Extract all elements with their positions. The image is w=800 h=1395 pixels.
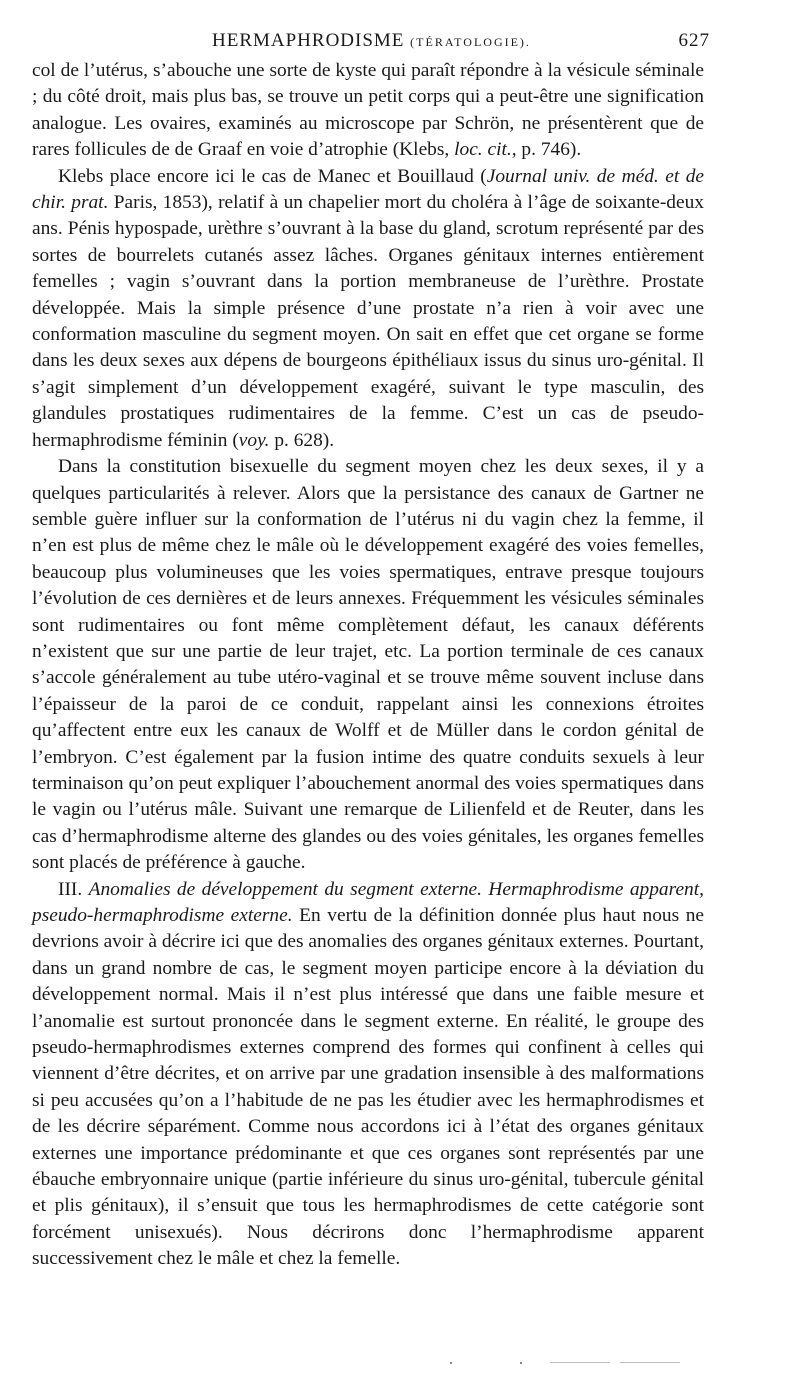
paragraph-4 xyxy=(32,877,704,1273)
paragraph-2-journal-italic: Journal univ. de méd. et de chir. prat. xyxy=(32,165,704,214)
header-subtitle: (TÉRATOLOGIE). xyxy=(410,35,531,49)
body-text xyxy=(32,58,704,1273)
paragraph-2-text-3: p. 628). xyxy=(269,429,335,451)
paragraph-1-text-2: , p. 746). xyxy=(511,139,582,161)
print-mark xyxy=(450,1362,452,1364)
header-title: HERMAPHRODISME xyxy=(212,30,405,51)
section-number: III. xyxy=(58,878,89,900)
running-title xyxy=(212,30,531,52)
paragraph-2-voy-italic: voy. xyxy=(238,429,270,451)
section-heading: Anomalies de développement du segment externe. Hermaphrodisme apparent, pseudo-hermaphrodisme externe. xyxy=(32,878,704,926)
paragraph-4-text-1: En vertu de la définition donnée plus haut nous ne devrions avoir à décrire ici que des anomalies des organes génitaux externes. Pourtant, dans un grand nombre de cas, le segment moyen participe encore à la déviation du développement normal. Mais il n’est plus intéressé que dans une faible mesure et l’anomalie est surtout prononcée dans le segment externe. En réalité, le groupe des pseudo-hermaphrodismes externes comprend des formes qui confinent à celles qui viennent d’être décrites, et on arrive par une gradation insensible à des malformations si peu accusées qu’on a l’habitude de ne pas les étudier avec les hermaphrodismes et de les décrire séparément. Comme nous accordons ici à l’état des organes génitaux externes une importance prédominante et que ces organes sont représentés par une ébauche embryonnaire unique (partie inférieure du sinus uro-génital, tubercule génital et plis génitaux), il s’ensuit que tous les hermaphrodismes de cette catégorie sont forcément unisexués). Nous décrirons donc l’hermaphrodisme apparent successivement chez le mâle et chez la femelle. xyxy=(32,905,705,1270)
paragraph-2 xyxy=(32,164,704,454)
running-head xyxy=(32,26,710,58)
print-mark xyxy=(620,1362,680,1363)
paragraph-1-citation-italic: loc. cit. xyxy=(454,139,512,161)
paragraph-3-text-1: Dans la constitution bisexuelle du segment moyen chez les deux sexes, il y a quelques particularités à relever. Alors que la persistance des canaux de Gartner ne semble guère influer sur la conformation de l’utérus ni du vagin chez la femme, il n’en est plus de même chez le mâle où le développement exagéré des voies femelles, beaucoup plus volumineuses que les voies spermatiques, entrave presque toujours l’évolution de ces dernières et de leurs annexes. Fréquemment les vésicules séminales sont rudimentaires ou font même complètement défaut, les canaux déférents n’existent que sur une partie de leur trajet, etc. La portion terminale de ces canaux s’accole généralement au tube utéro-vaginal et se trouve même souvent incluse dans l’épaisseur de la paroi de ce conduit, rappelant ainsi les connexions étroites qu’affectent entre eux les canaux de Wolff et de Müller dans le cordon génital de l’embryon. C’est également par la fusion intime des quatre conduits sexuels à leur terminaison qu’on peut expliquer l’abouchement anormal des voies spermatiques dans le vagin ou l’utérus mâle. Suivant une remarque de Lilienfeld et de Reuter, dans les cas d’hermaphrodisme alterne des glandes ou des voies génitales, les organes femelles sont placés de préférence à gauche. xyxy=(32,456,704,874)
paragraph-1-text-1: col de l’utérus, s’abouche une sorte de kyste qui paraît répondre à la vésicule séminale ; du côté droit, mais plus bas, se trouve un petit corps qui a peut-être une signification analogue. Les ovaires, examinés au microscope par Schrön, ne présentèrent que de rares follicules de de Graaf en voie d’atrophie (Klebs, xyxy=(32,60,704,161)
paragraph-2-text-2: Paris, 1853), relatif à un chapelier mort du choléra à l’âge de soixante-deux ans. Pénis hypospade, urèthre s’ouvrant à la base du gland, scrotum représenté par des sortes de bourrelets cutanés assez lâches. Organes génitaux internes entièrement femelles ; vagin s’ouvrant dans la portion membraneuse de l’urèthre. Prostate développée. Mais la simple présence d’une prostate n’a rien à voir avec une conformation masculine du segment moyen. On sait en effet que cet organe se forme dans les deux sexes aux dépens de bourgeons épithéliaux issus du sinus uro-génital. Il s’agit simplement d’un développement exagéré, suivant le type masculin, des glandules prostatiques rudimentaires de la femme. C’est un cas de pseudo-hermaphrodisme féminin ( xyxy=(32,192,704,451)
print-mark xyxy=(520,1362,522,1364)
paragraph-3 xyxy=(32,454,704,877)
paragraph-1 xyxy=(32,58,704,164)
page-number: 627 xyxy=(678,30,710,51)
footer-print-marks xyxy=(450,1360,700,1366)
paragraph-2-text-1: Klebs place encore ici le cas de Manec et Bouillaud ( xyxy=(58,165,487,187)
print-mark xyxy=(550,1362,610,1363)
document-page xyxy=(32,26,710,1273)
